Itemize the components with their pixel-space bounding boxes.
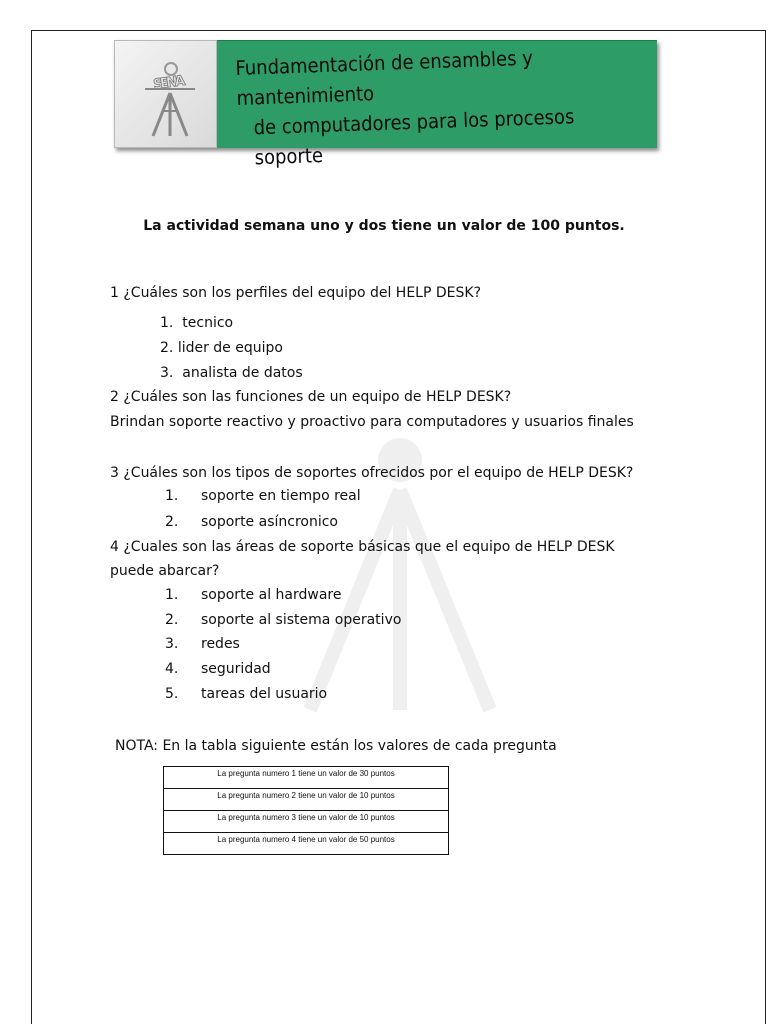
header-banner: [114, 40, 657, 170]
table-row: [164, 811, 449, 833]
list-item: 2. soporte al sistema operativo: [165, 612, 402, 628]
banner-title-line1: Fundamentación de ensambles y mantenimiento: [235, 45, 534, 110]
list-item: 1. tecnico: [160, 315, 234, 331]
banner-title: [235, 39, 649, 173]
sena-logo-icon: [115, 41, 218, 149]
values-table: [163, 766, 449, 855]
question-4-line2: puede abarcar?: [110, 563, 220, 579]
table-cell: La pregunta numero 1 tiene un valor de 30 puntos: [164, 767, 449, 789]
table-row: [164, 789, 449, 811]
table-cell: La pregunta numero 2 tiene un valor de 10 puntos: [164, 789, 449, 811]
list-item: 5. tareas del usuario: [165, 686, 328, 702]
logo-lettering: SENA: [152, 72, 187, 94]
table-cell: La pregunta numero 3 tiene un valor de 10 puntos: [164, 811, 449, 833]
sena-logo: [114, 40, 217, 148]
list-item: 2. soporte asíncronico: [165, 514, 338, 530]
banner-green-panel: [217, 40, 657, 170]
list-item: 4. seguridad: [165, 661, 271, 677]
list-item: 1. soporte en tiempo real: [165, 488, 361, 504]
list-item: 3. redes: [165, 636, 240, 652]
list-item: 1. soporte al hardware: [165, 587, 342, 603]
question-3: 3 ¿Cuáles son los tipos de soportes ofrecidos por el equipo de HELP DESK?: [110, 465, 634, 481]
list-item: 2. lider de equipo: [160, 340, 283, 356]
table-row: [164, 767, 449, 789]
question-1: 1 ¿Cuáles son los perfiles del equipo del HELP DESK?: [110, 285, 481, 301]
activity-heading: La actividad semana uno y dos tiene un valor de 100 puntos.: [143, 218, 625, 234]
question-2: 2 ¿Cuáles son las funciones de un equipo de HELP DESK?: [110, 389, 512, 405]
table-row: [164, 833, 449, 855]
nota-text: NOTA: En la tabla siguiente están los valores de cada pregunta: [115, 738, 557, 754]
question-4-line1: 4 ¿Cuales son las áreas de soporte básicas que el equipo de HELP DESK: [110, 539, 615, 555]
banner-title-line2: de computadores para los procesos soporte: [253, 104, 575, 170]
list-item: 3. analista de datos: [160, 365, 303, 381]
table-cell: La pregunta numero 4 tiene un valor de 50 puntos: [164, 833, 449, 855]
answer-2: Brindan soporte reactivo y proactivo para computadores y usuarios finales: [110, 414, 634, 430]
